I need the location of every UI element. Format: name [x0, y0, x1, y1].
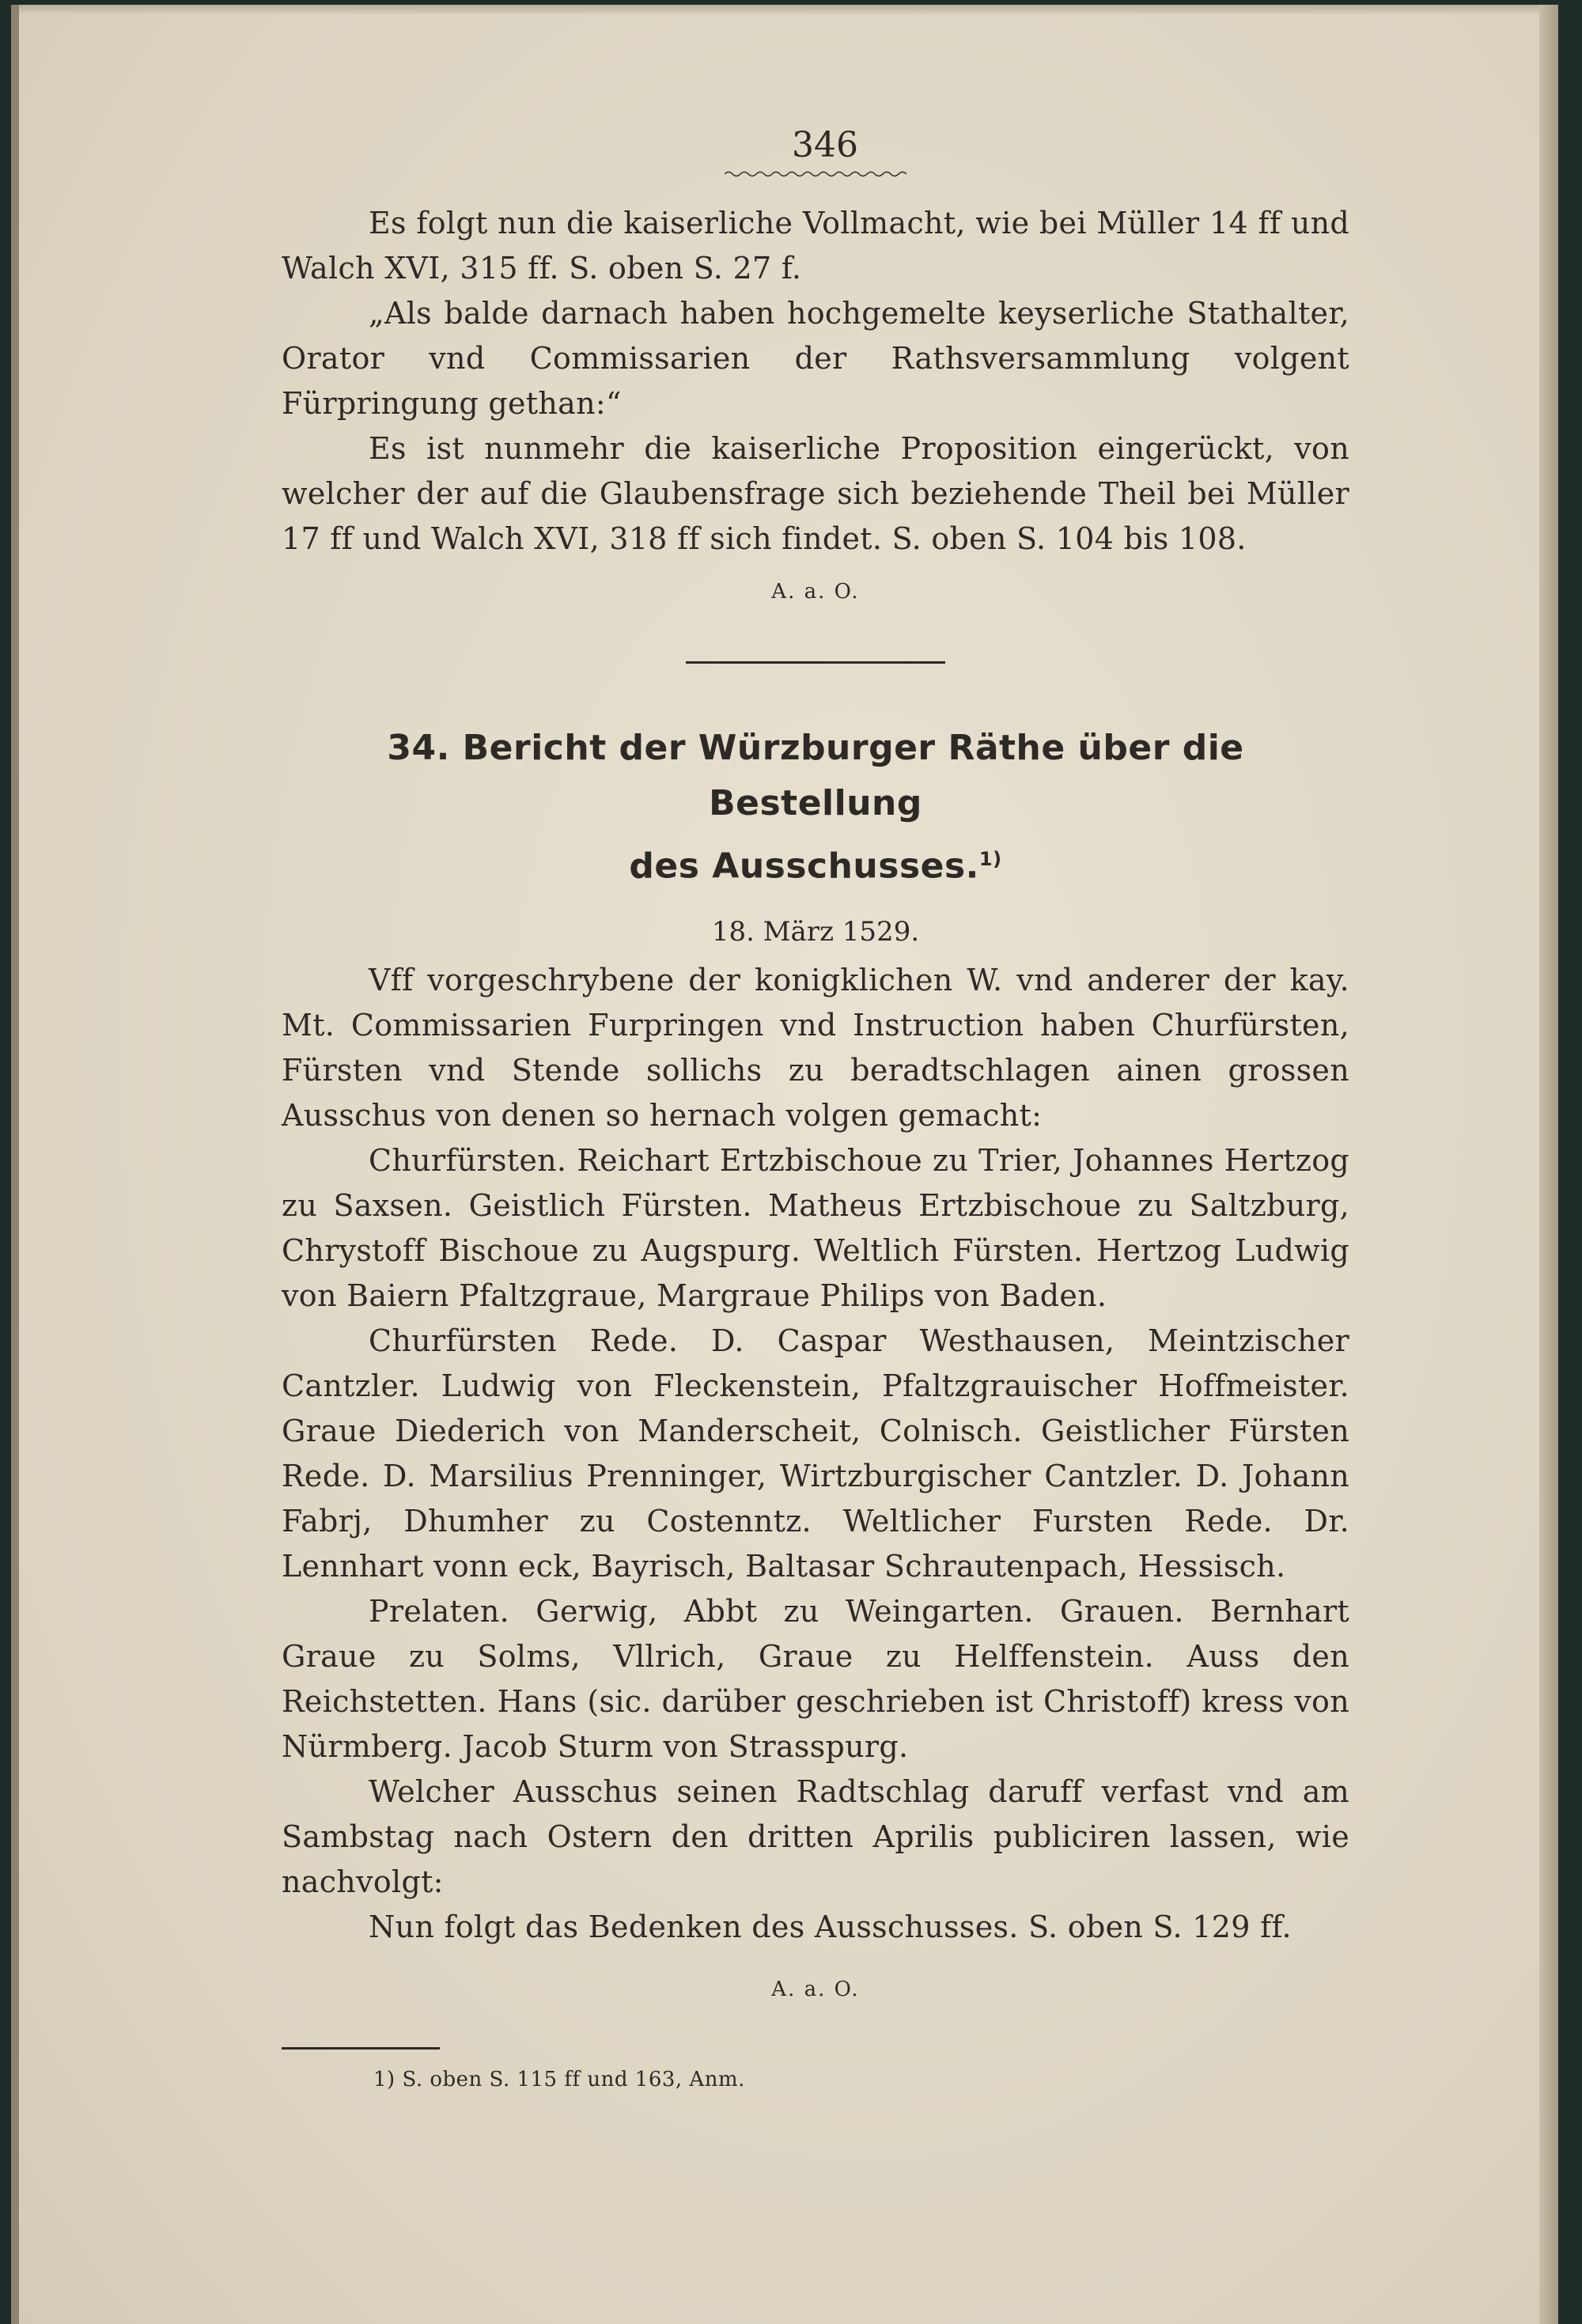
body-paragraph: Churfürsten. Reichart Ertzbischoue zu Trier, Johannes Hertzog zu Saxsen. Geistlich Fürsten. Matheus Ertzbischoue zu Saltzburg, Chrystoff Bischoue zu Augspurg. Weltlich Fürsten. Hertzog Ludwig von Baiern Pfaltzgraue, Margraue Philips von Baden.	[282, 1142, 1349, 1313]
page-number: 346	[792, 125, 858, 165]
section-heading-line: 34. Bericht der Würzburger Räthe über die Bestellung	[387, 728, 1244, 823]
intro-paragraph: Es ist nunmehr die kaiserliche Proposition eingerückt, von welcher der auf die Glaubensfrage sich beziehende Theil bei Müller 17 ff und Walch XVI, 318 ff sich findet. S. oben S. 104 bis 108.	[282, 431, 1349, 556]
intro-paragraph: Es folgt nun die kaiserliche Vollmacht, wie bei Müller 14 ff und Walch XVI, 315 ff. S. oben S. 27 f.	[282, 206, 1349, 286]
page-edge	[1539, 5, 1558, 2324]
body-paragraph: Vff vorgeschrybene der konigklichen W. vnd anderer der kay. Mt. Commissarien Furpringen vnd Instruction haben Churfürsten, Fürsten vnd Stende sollichs zu beradtschlagen ainen grossen Ausschus von denen so hernach volgen gemacht:	[282, 962, 1349, 1133]
footnote-divider	[282, 2047, 440, 2050]
page-content	[282, 123, 1349, 2091]
wavy-rule	[725, 169, 906, 179]
source-mark: A. a. O.	[771, 580, 860, 604]
section-divider	[686, 661, 945, 664]
body-paragraph: Welcher Ausschus seinen Radtschlag daruff verfast vnd am Sambstag nach Ostern den dritten Aprilis publiciren lassen, wie nachvolgt:	[282, 1773, 1349, 1899]
body-paragraph: Prelaten. Gerwig, Abbt zu Weingarten. Grauen. Bernhart Graue zu Solms, Vllrich, Graue zu Helffenstein. Auss den Reichstetten. Hans (sic. darüber geschrieben ist Christoff) kress von Nürmberg. Jacob Sturm von Strasspurg.	[282, 1593, 1349, 1764]
body-paragraph: Churfürsten Rede. D. Caspar Westhausen, Meintzischer Cantzler. Ludwig von Fleckenstein, Pfaltzgrauischer Hoffmeister. Graue Diederich von Manderscheit, Colnisch. Geistlicher Fürsten Rede. D. Marsilius Prenninger, Wirtzburgischer Cantzler. D. Johann Fabrj, Dhumher zu Costenntz. Weltlicher Fursten Rede. Dr. Lennhart vonn eck, Bayrisch, Baltasar Schrautenpach, Hessisch.	[282, 1323, 1349, 1584]
source-mark: A. a. O.	[771, 1977, 860, 2001]
footnote: 1) S. oben S. 115 ff und 163, Anm.	[373, 2068, 745, 2091]
section-heading-text: des Ausschusses.	[629, 846, 979, 887]
intro-paragraph: „Als balde darnach haben hochgemelte keyserliche Stathalter, Orator vnd Commissarien der Rathsversammlung volgent Fürpringung gethan:“	[282, 296, 1349, 421]
footnote-reference: 1)	[978, 848, 1002, 870]
section-heading	[282, 721, 1349, 895]
page-gutter	[11, 5, 19, 2324]
body-paragraph: Nun folgt das Bedenken des Ausschusses. S. oben S. 129 ff.	[369, 1909, 1292, 1944]
section-heading-line	[282, 831, 1349, 895]
page-top-shadow	[11, 5, 1558, 14]
book-page	[11, 5, 1558, 2324]
section-date: 18. März 1529.	[711, 915, 920, 948]
